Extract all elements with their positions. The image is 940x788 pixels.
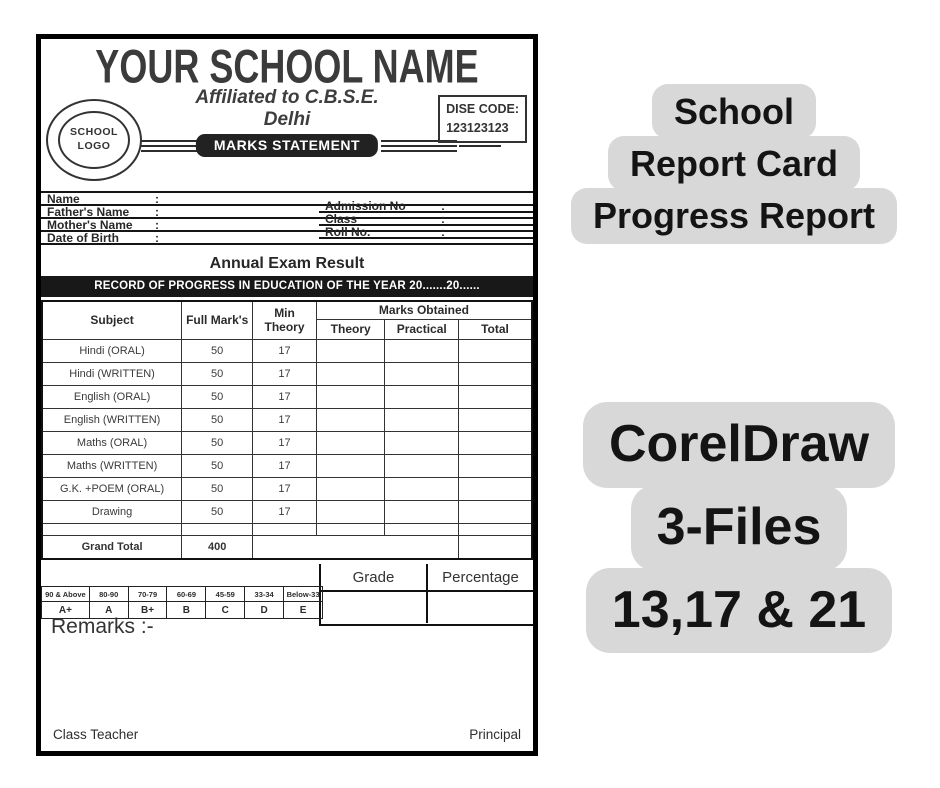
grade-value-cell xyxy=(321,592,428,623)
table-row xyxy=(42,454,532,477)
scale-grade: A xyxy=(89,602,128,619)
sticker-line: 3-Files xyxy=(631,485,848,571)
field-colon: : xyxy=(155,218,159,232)
cell-subject: Hindi (ORAL) xyxy=(42,339,182,362)
cell-subject: English (WRITTEN) xyxy=(42,408,182,431)
cell-min-theory: 17 xyxy=(253,431,317,454)
cell-practical xyxy=(385,431,459,454)
scale-range: 70-79 xyxy=(128,587,167,602)
student-info-right-column xyxy=(319,200,533,239)
record-of-progress-bar: RECORD OF PROGRESS IN EDUCATION OF THE YEAR 20.......20...... xyxy=(41,276,533,297)
grade-label: Grade xyxy=(321,564,428,590)
col-min-theory: Min Theory xyxy=(253,301,317,339)
cell-theory xyxy=(316,362,385,385)
sticker-line: Progress Report xyxy=(571,188,897,243)
sticker-line: CorelDraw xyxy=(583,402,895,488)
cell-total xyxy=(458,500,532,523)
cell-full-marks: 50 xyxy=(182,431,253,454)
grand-total-merged-cell xyxy=(253,535,459,559)
cell-min-theory: 17 xyxy=(253,385,317,408)
dise-code-box xyxy=(438,95,527,143)
cell-theory xyxy=(316,431,385,454)
cell-practical xyxy=(385,500,459,523)
scale-grade: C xyxy=(206,602,245,619)
table-row xyxy=(42,408,532,431)
cell-subject: Hindi (WRITTEN) xyxy=(42,362,182,385)
cell-full-marks: 50 xyxy=(182,339,253,362)
field-colon: : xyxy=(155,192,159,206)
cell-subject: English (ORAL) xyxy=(42,385,182,408)
cell-practical xyxy=(385,477,459,500)
cell-practical xyxy=(385,408,459,431)
cell-total xyxy=(458,339,532,362)
cell-total xyxy=(458,431,532,454)
cell-practical xyxy=(385,362,459,385)
field-label: Father's Name xyxy=(47,205,130,219)
cell-min-theory: 17 xyxy=(253,408,317,431)
cell-full-marks: 50 xyxy=(182,454,253,477)
grade-percentage-box xyxy=(319,564,533,626)
marks-statement-banner: MARKS STATEMENT xyxy=(196,134,378,157)
marks-table xyxy=(41,300,533,560)
cell-min-theory: 17 xyxy=(253,454,317,477)
student-field-rollno xyxy=(319,226,533,239)
school-name-title: YOUR SCHOOL NAME xyxy=(95,38,479,93)
logo-text-line1: SCHOOL xyxy=(70,126,118,139)
city-text: Delhi xyxy=(263,109,311,130)
field-colon: : xyxy=(441,212,445,226)
cell-min-theory: 17 xyxy=(253,500,317,523)
cell-min-theory: 17 xyxy=(253,339,317,362)
cell-full-marks: 50 xyxy=(182,385,253,408)
grand-total-label: Grand Total xyxy=(42,535,182,559)
scale-range: Below-33 xyxy=(284,587,323,602)
remarks-label: Remarks :- xyxy=(51,615,154,638)
school-logo xyxy=(46,99,142,181)
student-info-section xyxy=(41,191,533,245)
col-theory: Theory xyxy=(316,319,385,339)
report-card xyxy=(36,34,538,756)
cell-theory xyxy=(316,500,385,523)
percentage-value-cell xyxy=(428,592,533,623)
col-full-marks: Full Mark's xyxy=(182,301,253,339)
scale-range: 80-90 xyxy=(89,587,128,602)
field-label: Admission No xyxy=(325,199,406,213)
field-label: Name xyxy=(47,192,80,206)
scale-grade: B xyxy=(167,602,206,619)
field-colon: : xyxy=(155,205,159,219)
cell-subject: Maths (ORAL) xyxy=(42,431,182,454)
scale-grade: D xyxy=(245,602,284,619)
divider-lines-left xyxy=(141,140,203,155)
scale-grade: E xyxy=(284,602,323,619)
field-label: Date of Birth xyxy=(47,231,119,245)
table-row xyxy=(42,500,532,523)
cell-total xyxy=(458,477,532,500)
dise-code-label: DISE CODE: xyxy=(446,102,519,116)
scale-range: 45-59 xyxy=(206,587,245,602)
grand-total-row xyxy=(42,535,532,559)
scale-range-row xyxy=(42,587,323,602)
scale-range: 60-69 xyxy=(167,587,206,602)
affiliation-text: Affiliated to C.B.S.E. xyxy=(195,87,379,108)
cell-total xyxy=(458,454,532,477)
field-label: Roll No. xyxy=(325,225,371,239)
field-colon: : xyxy=(441,225,445,239)
cell-total xyxy=(458,408,532,431)
divider-line-extension xyxy=(459,145,501,147)
col-total: Total xyxy=(458,319,532,339)
sticker-coreldraw-files xyxy=(548,402,930,653)
table-row xyxy=(42,339,532,362)
cell-full-marks: 50 xyxy=(182,500,253,523)
cell-min-theory: 17 xyxy=(253,477,317,500)
sticker-line: 13,17 & 21 xyxy=(586,568,892,654)
percentage-label: Percentage xyxy=(442,568,519,586)
sticker-line: Report Card xyxy=(608,136,860,191)
table-row-empty xyxy=(42,523,532,535)
cell-theory xyxy=(316,454,385,477)
cell-full-marks: 50 xyxy=(182,477,253,500)
cell-full-marks: 50 xyxy=(182,408,253,431)
cell-practical xyxy=(385,454,459,477)
table-row xyxy=(42,362,532,385)
cell-subject: Maths (WRITTEN) xyxy=(42,454,182,477)
exam-title: Annual Exam Result xyxy=(209,255,365,272)
field-label: Class xyxy=(325,212,358,226)
header-row-1 xyxy=(42,301,532,319)
school-logo-inner xyxy=(58,111,130,169)
cell-theory xyxy=(316,408,385,431)
cell-theory xyxy=(316,339,385,362)
sticker-school-report-card xyxy=(550,84,918,244)
cell-practical xyxy=(385,339,459,362)
col-subject: Subject xyxy=(42,301,182,339)
field-label: Mother's Name xyxy=(47,218,133,232)
cell-full-marks: 50 xyxy=(182,362,253,385)
cell-subject: Drawing xyxy=(42,500,182,523)
cell-total xyxy=(458,362,532,385)
cell-theory xyxy=(316,385,385,408)
dise-code-value: 123123123 xyxy=(446,120,509,135)
table-row xyxy=(42,431,532,454)
scale-range: 90 & Above xyxy=(42,587,90,602)
cell-theory xyxy=(316,477,385,500)
cell-subject: G.K. +POEM (ORAL) xyxy=(42,477,182,500)
cell-min-theory: 17 xyxy=(253,362,317,385)
grand-total-total-cell xyxy=(458,535,532,559)
field-colon: : xyxy=(441,199,445,213)
logo-text-line2: LOGO xyxy=(77,140,111,152)
principal-label: Principal xyxy=(469,727,521,742)
cell-practical xyxy=(385,385,459,408)
table-row xyxy=(42,385,532,408)
marks-table-wrap xyxy=(41,300,533,560)
scale-range: 33-34 xyxy=(245,587,284,602)
cell-total xyxy=(458,385,532,408)
grand-total-full-marks: 400 xyxy=(182,535,253,559)
col-practical: Practical xyxy=(385,319,459,339)
scale-grade: A+ xyxy=(42,602,90,619)
field-colon: : xyxy=(155,231,159,245)
table-row xyxy=(42,477,532,500)
scale-grade: B+ xyxy=(128,602,167,619)
sticker-line: School xyxy=(652,84,816,139)
col-marks-obtained: Marks Obtained xyxy=(316,301,532,319)
signature-row xyxy=(53,727,521,742)
class-teacher-label: Class Teacher xyxy=(53,727,139,742)
